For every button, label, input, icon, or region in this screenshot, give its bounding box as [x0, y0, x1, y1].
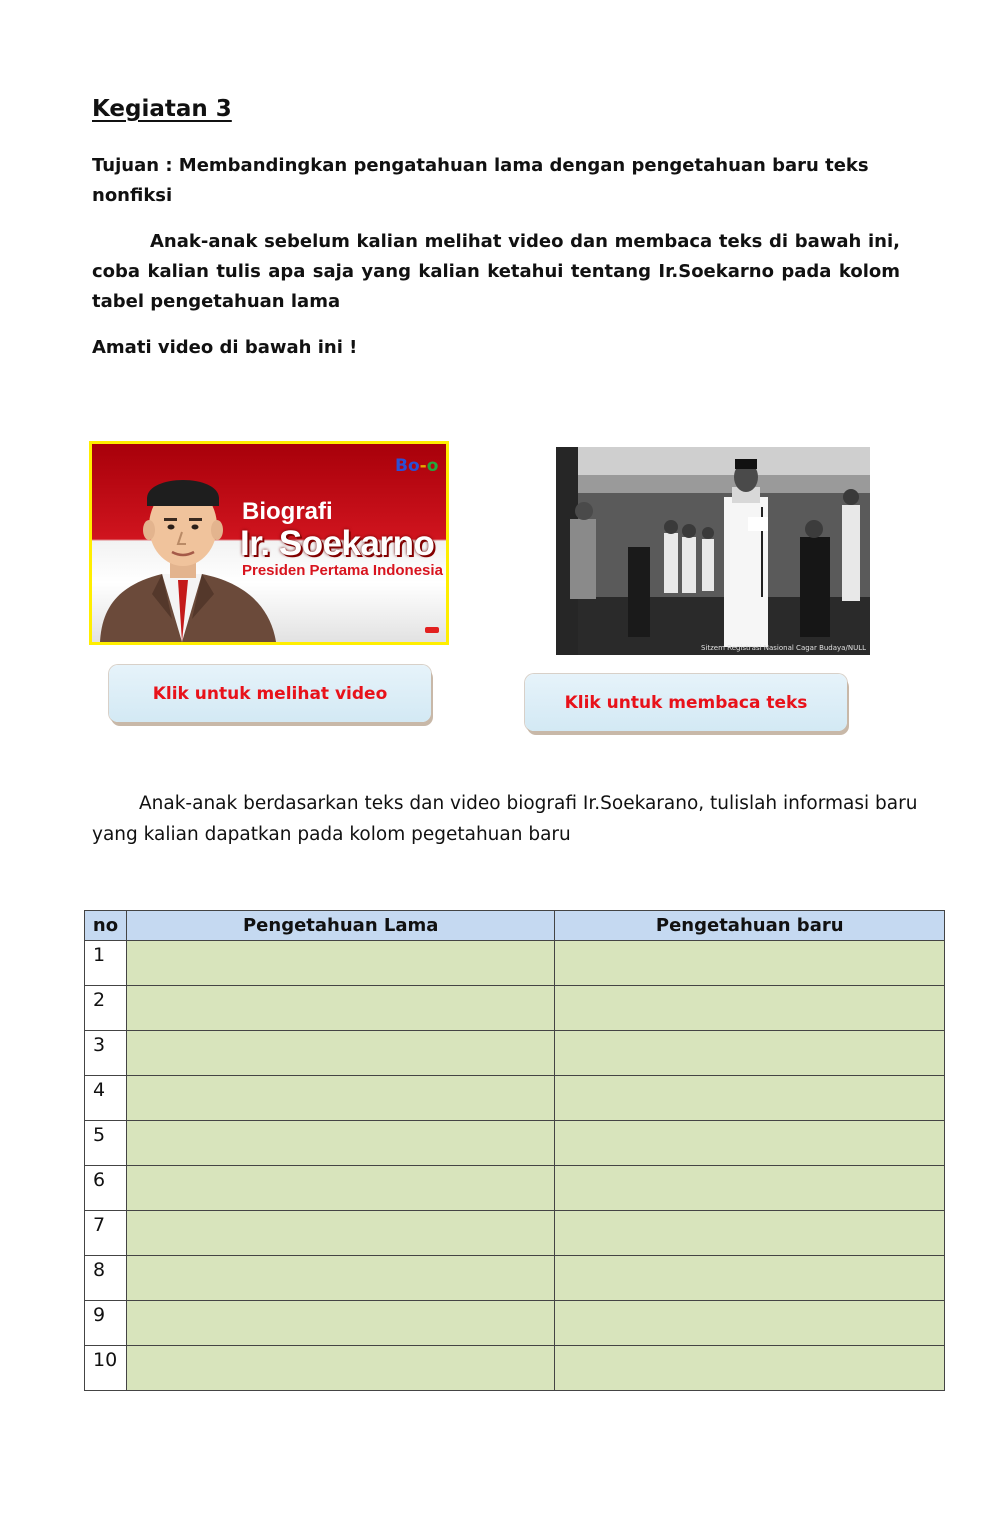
row-number: 8 [85, 1256, 127, 1301]
watch-video-button[interactable]: Klik untuk melihat video [109, 665, 431, 722]
table-row [85, 1166, 945, 1211]
channel-logo: Bo-o [395, 456, 439, 476]
new-knowledge-cell[interactable] [555, 1121, 945, 1166]
table-row [85, 1121, 945, 1166]
old-knowledge-cell[interactable] [126, 986, 554, 1031]
intro-text: Anak-anak sebelum kalian melihat video dan membaca teks di bawah ini, coba kalian tulis apa saja yang kalian ketahui tentang Ir.Soekarno pada kolom tabel pengetahuan lama [92, 231, 900, 312]
row-number: 9 [85, 1301, 127, 1346]
table-row [85, 1256, 945, 1301]
knowledge-table [84, 910, 945, 1391]
row-number: 3 [85, 1031, 127, 1076]
header-old-knowledge: Pengetahuan Lama [126, 911, 554, 941]
old-knowledge-cell[interactable] [126, 1301, 554, 1346]
thumb-line-biografi: Biografi [242, 498, 333, 525]
instruction-text: Anak-anak berdasarkan teks dan video biografi Ir.Soekarano, tulislah informasi baru yang kalian dapatkan pada kolom pegetahuan baru [92, 793, 918, 845]
old-knowledge-cell[interactable] [126, 1256, 554, 1301]
proclamation-photo [556, 447, 870, 655]
table-row [85, 986, 945, 1031]
thumb-line-name: Ir. Soekarno [240, 524, 435, 563]
goal-text: Tujuan : Membandingkan pengatahuan lama dengan pengetahuan baru teks nonfiksi [92, 155, 869, 206]
old-knowledge-cell[interactable] [126, 1031, 554, 1076]
old-knowledge-cell[interactable] [126, 1346, 554, 1391]
row-number: 5 [85, 1121, 127, 1166]
row-number: 6 [85, 1166, 127, 1211]
new-knowledge-cell[interactable] [555, 941, 945, 986]
new-knowledge-cell[interactable] [555, 986, 945, 1031]
table-row [85, 1211, 945, 1256]
new-knowledge-cell[interactable] [555, 1211, 945, 1256]
video-thumbnail[interactable] [89, 441, 449, 645]
old-knowledge-cell[interactable] [126, 941, 554, 986]
table-row [85, 1031, 945, 1076]
row-number: 1 [85, 941, 127, 986]
table-row [85, 941, 945, 986]
page-title: Kegiatan 3 [92, 96, 232, 122]
row-number: 7 [85, 1211, 127, 1256]
new-knowledge-cell[interactable] [555, 1256, 945, 1301]
old-knowledge-cell[interactable] [126, 1121, 554, 1166]
new-knowledge-cell[interactable] [555, 1076, 945, 1121]
header-no: no [85, 911, 127, 941]
thumb-line-subtitle: Presiden Pertama Indonesia [242, 562, 443, 579]
old-knowledge-cell[interactable] [126, 1166, 554, 1211]
watch-prompt: Amati video di bawah ini ! [92, 337, 358, 358]
table-header-row [85, 911, 945, 941]
new-knowledge-cell[interactable] [555, 1301, 945, 1346]
photo-caption: Sitzem Registrasi Nasional Cagar Budaya/NULL [700, 644, 866, 652]
row-number: 4 [85, 1076, 127, 1121]
play-badge-icon [425, 627, 439, 633]
new-knowledge-cell[interactable] [555, 1346, 945, 1391]
table-row [85, 1301, 945, 1346]
header-new-knowledge: Pengetahuan baru [555, 911, 945, 941]
table-row [85, 1076, 945, 1121]
table-row [85, 1346, 945, 1391]
old-knowledge-cell[interactable] [126, 1211, 554, 1256]
read-text-button[interactable]: Klik untuk membaca teks [525, 674, 847, 731]
row-number: 10 [85, 1346, 127, 1391]
new-knowledge-cell[interactable] [555, 1166, 945, 1211]
row-number: 2 [85, 986, 127, 1031]
new-knowledge-cell[interactable] [555, 1031, 945, 1076]
old-knowledge-cell[interactable] [126, 1076, 554, 1121]
